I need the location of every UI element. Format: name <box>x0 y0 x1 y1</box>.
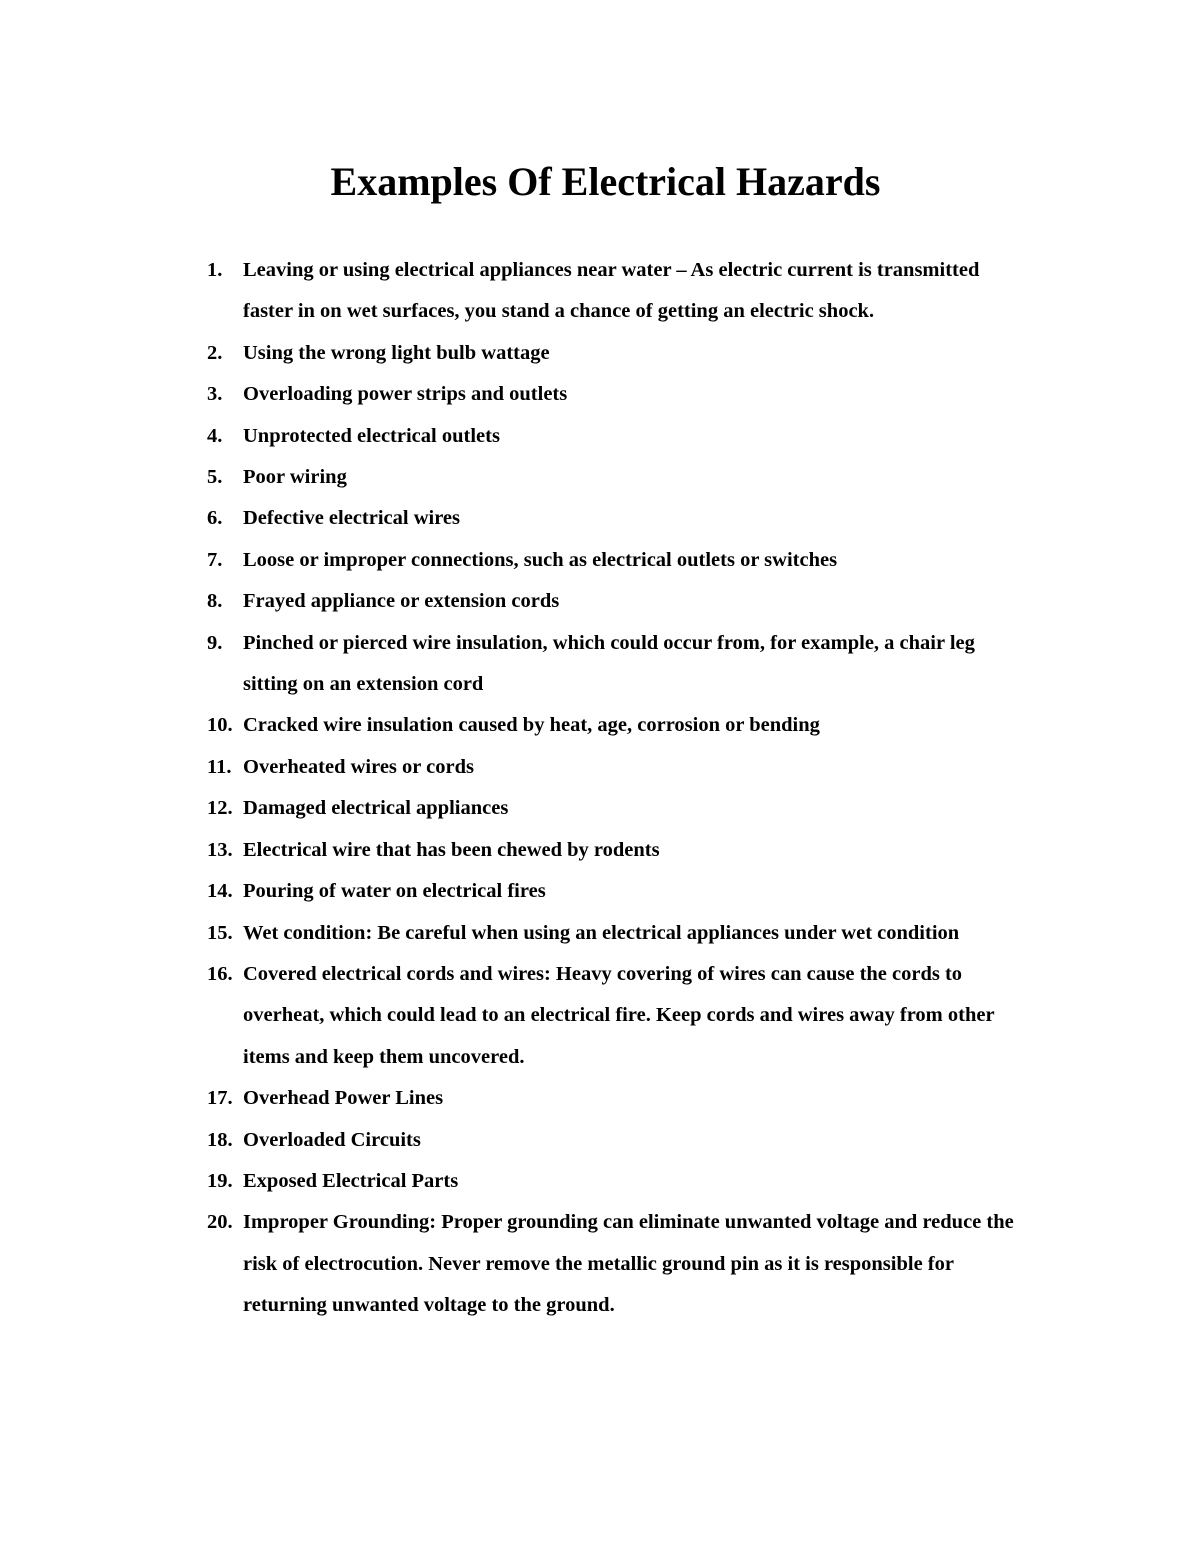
list-item-text: Using the wrong light bulb wattage <box>243 341 550 364</box>
list-item-number: 14. <box>207 880 233 903</box>
list-item-number: 20. <box>207 1211 233 1234</box>
list-item-text: Improper Grounding: Proper grounding can eliminate unwanted voltage and reduce the risk of electrocution. Never remove the metallic ground pin as it is responsible for returning unwanted voltage to the ground. <box>243 1211 1014 1317</box>
list-item <box>207 498 1033 539</box>
list-item <box>207 333 1033 374</box>
list-item <box>207 954 1033 1078</box>
page-title: Examples Of Electrical Hazards <box>330 159 881 204</box>
list-item <box>207 788 1033 829</box>
list-item-text: Unprotected electrical outlets <box>243 424 500 447</box>
list-item-number: 11. <box>207 755 232 778</box>
list-item <box>207 416 1033 457</box>
list-item <box>207 581 1033 622</box>
list-item-number: 17. <box>207 1087 233 1110</box>
list-item-number: 2. <box>207 341 223 364</box>
list-item <box>207 457 1033 498</box>
list-item-text: Cracked wire insulation caused by heat, age, corrosion or bending <box>243 714 820 737</box>
hazard-list <box>207 250 1033 1327</box>
list-item-number: 15. <box>207 921 233 944</box>
list-item-text: Electrical wire that has been chewed by rodents <box>243 838 660 861</box>
list-item-number: 6. <box>207 507 223 530</box>
list-item-text: Covered electrical cords and wires: Heavy covering of wires can cause the cords to overheat, which could lead to an electrical fire. Keep cords and wires away from other items and keep them uncovered. <box>243 962 995 1068</box>
list-item <box>207 1202 1033 1326</box>
list-item-text: Defective electrical wires <box>243 507 461 530</box>
list-item-text: Frayed appliance or extension cords <box>243 590 560 613</box>
list-item <box>207 250 1033 333</box>
list-item-text: Damaged electrical appliances <box>243 797 509 820</box>
list-item <box>207 705 1033 746</box>
list-item-number: 12. <box>207 797 233 820</box>
list-item <box>207 1078 1033 1119</box>
list-item-number: 13. <box>207 838 233 861</box>
list-item-text: Pinched or pierced wire insulation, which could occur from, for example, a chair leg sitting on an extension cord <box>243 631 975 696</box>
list-item-text: Overheated wires or cords <box>243 755 474 778</box>
list-item-number: 7. <box>207 548 223 571</box>
list-item-text: Poor wiring <box>243 466 347 489</box>
list-item-number: 5. <box>207 466 223 489</box>
list-item <box>207 871 1033 912</box>
list-item-text: Overhead Power Lines <box>243 1087 444 1110</box>
list-item-text: Exposed Electrical Parts <box>243 1169 459 1192</box>
list-item <box>207 830 1033 871</box>
list-item-text: Pouring of water on electrical fires <box>243 880 546 903</box>
list-item-text: Overloaded Circuits <box>243 1128 421 1151</box>
list-item <box>207 913 1033 954</box>
list-item-number: 10. <box>207 714 233 737</box>
list-item-number: 19. <box>207 1169 233 1192</box>
list-item-text: Wet condition: Be careful when using an electrical appliances under wet condition <box>243 921 960 944</box>
list-item-text: Loose or improper connections, such as electrical outlets or switches <box>243 548 838 571</box>
list-item-number: 18. <box>207 1128 233 1151</box>
list-item-text: Leaving or using electrical appliances near water – As electric current is transmitted faster in on wet surfaces, you stand a chance of getting an electric shock. <box>243 259 980 323</box>
list-item-number: 4. <box>207 424 223 447</box>
list-item <box>207 374 1033 415</box>
list-item-number: 3. <box>207 383 223 406</box>
list-item <box>207 540 1033 581</box>
list-item-number: 16. <box>207 962 233 985</box>
list-item-number: 8. <box>207 590 223 613</box>
list-item-number: 9. <box>207 631 223 654</box>
list-item <box>207 1120 1033 1161</box>
list-item-text: Overloading power strips and outlets <box>243 383 568 406</box>
list-item <box>207 1161 1033 1202</box>
list-item-number: 1. <box>207 259 223 281</box>
list-item <box>207 623 1033 706</box>
list-item <box>207 747 1033 788</box>
